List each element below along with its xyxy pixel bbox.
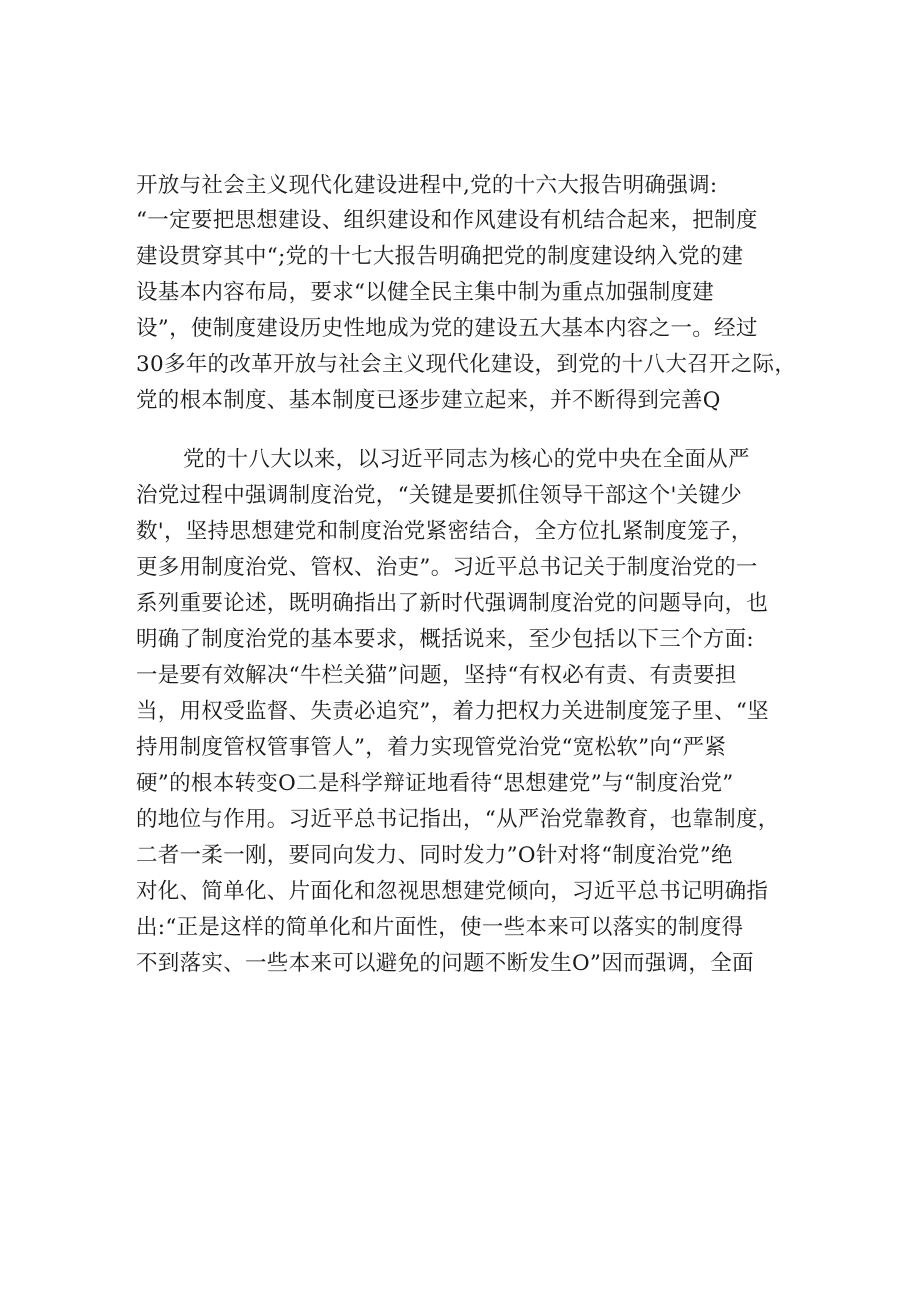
paragraph-1-line-7: 党的根本制度、基本制度已逐步建立起来，并不断得到完善Q: [136, 388, 721, 413]
paragraph-2-line-14: 出:“正是这样的简单化和片面性，使一些本来可以落实的制度得: [136, 915, 744, 940]
paragraph-1-line-2: “一定要把思想建设、组织建设和作风建设有机结合起来，把制度: [136, 208, 758, 233]
paragraph-1-line-1: 开放与社会主义现代化建设进程中,党的十六大报告明确强调:: [136, 173, 718, 198]
paragraph-2-line-9: 持用制度管权管事管人”，着力实现管党治党“宽松软”向“严紧: [136, 735, 727, 760]
paragraph-2-line-12: 二者一柔一刚，要同向发力、同时发力”O针对将“制度治党”绝: [136, 843, 733, 868]
paragraph-1-line-6: 30多年的改革开放与社会主义现代化建设，到党的十八大召开之际，: [136, 352, 797, 377]
paragraph-2-line-15: 不到落实、一些本来可以避免的问题不断发生O”因而强调，全面: [136, 951, 754, 976]
paragraph-2-line-10: 硬”的根本转变O二是科学辩证地看待“思想建党”与“制度治党”: [136, 771, 734, 796]
paragraph-2-line-5: 系列重要论述，既明确指出了新时代强调制度治党的问题导向，也: [136, 591, 769, 616]
paragraph-1-line-5: 设”，使制度建设历史性地成为党的建设五大基本内容之一。经过: [136, 316, 758, 341]
paragraph-2-line-13: 对化、简单化、片面化和忽视思想建党倾向，习近平总书记明确指: [136, 879, 769, 904]
paragraph-1-line-4: 设基本内容布局，要求“以健全民主集中制为重点加强制度建: [136, 280, 715, 305]
paragraph-2-line-11: 的地位与作用。习近平总书记指出，“从严治党靠教育，也靠制度，: [136, 807, 780, 832]
paragraph-2-line-4: 更多用制度治党、管权、治吏”。习近平总书记关于制度治党的一: [136, 555, 758, 580]
paragraph-2-line-2: 治党过程中强调制度治党，“关键是要抓住领导干部这个'关键少: [136, 483, 743, 508]
paragraph-2-line-8: 当，用权受监督、失责必追究”，着力把权力关进制度笼子里、“坚: [136, 699, 769, 724]
paragraph-2-line-7: 一是要有效解决“牛栏关猫”问题，坚持“有权必有责、有责要担: [136, 663, 737, 688]
paragraph-2-line-3: 数'，坚持思想建党和制度治党紧密结合，全方位扎紧制度笼子，: [136, 519, 753, 544]
paragraph-2-line-6: 明确了制度治党的基本要求，概括说来，至少包括以下三个方面:: [136, 627, 754, 652]
paragraph-1-line-3: 建设贯穿其中“;党的十七大报告明确把党的制度建设纳入党的建: [136, 244, 744, 269]
paragraph-2-line-1: 党的十八大以来，以习近平同志为核心的党中央在全面从严: [183, 447, 750, 472]
